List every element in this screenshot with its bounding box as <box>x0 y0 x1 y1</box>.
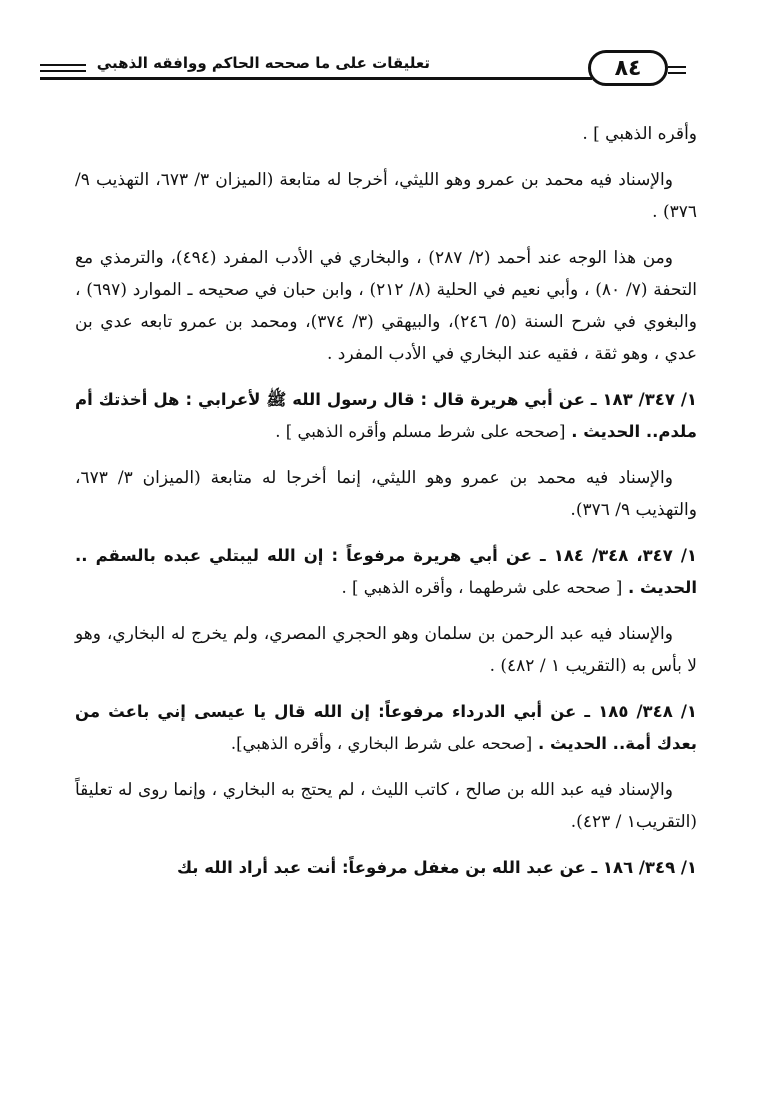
hadith-184 <box>75 540 697 604</box>
paragraph-5: والإسناد فيه محمد بن عمرو وهو الليثي، إنما أخرجا له متابعة (الميزان ٣/ ٦٧٣، والتهذيب ٩/ ٣٧٦). <box>75 468 697 520</box>
paragraph-9: والإسناد فيه عبد الله بن صالح ، كاتب الليث ، لم يحتج به البخاري ، وإنما روى له تعليقاً (التقريب١ / ٤٢٣). <box>75 780 697 832</box>
hadith-185-ruling: [صححه على شرط البخاري ، وأقره الذهبي]. <box>230 734 533 753</box>
page-number: ٨٤ <box>588 50 668 86</box>
hadith-185-text: ١/ ٣٤٨/ ١٨٥ ـ عن أبي الدرداء مرفوعاً: إن الله قال يا عيسى إني باعث من بعدك أمة.. الحديث . <box>75 702 697 753</box>
paragraph-3: ومن هذا الوجه عند أحمد (٢/ ٢٨٧) ، والبخاري في الأدب المفرد (٤٩٤)، والترمذي مع التحفة (٧/ ٨٠) ، وأبي نعيم في الحلية (٨/ ٢١٢) ، وابن حبان في صحيحه ـ الموارد (٦٩٧) ، والبغوي في شرح السنة (٥/ ٢٤٦)، والبيهقي (٣/ ٣٧٤)، ومحمد بن عمرو تابعه عدي بن عدي ، وهو ثقة ، فقيه عند البخاري في الأدب المفرد . <box>75 248 697 364</box>
hadith-184-text: ١/ ٣٤٧، ٣٤٨/ ١٨٤ ـ عن أبي هريرة مرفوعاً : إن الله ليبتلي عبده بالسقم .. الحديث . <box>75 546 697 597</box>
header-rule-right-bottom <box>668 72 686 74</box>
hadith-184-ruling: [ صححه على شرطهما ، وأقره الذهبي ] . <box>341 578 623 597</box>
hadith-183 <box>75 384 697 448</box>
hadith-186: ١/ ٣٤٩/ ١٨٦ ـ عن عبد الله بن مغفل مرفوعاً: أنت عبد أراد الله بك <box>176 858 697 877</box>
hadith-185 <box>75 696 697 760</box>
header-rule-main <box>40 77 592 80</box>
paragraph-1: وأقره الذهبي ] . <box>582 124 697 144</box>
paragraph-7: والإسناد فيه عبد الرحمن بن سلمان وهو الحجري المصري، ولم يخرج له البخاري، وهو لا بأس به (التقريب ١ / ٤٨٢) . <box>75 624 697 676</box>
paragraph-2: والإسناد فيه محمد بن عمرو وهو الليثي، أخرجا له متابعة (الميزان ٣/ ٦٧٣، التهذيب ٩/ ٣٧٦) . <box>75 170 697 222</box>
page-body <box>75 118 697 898</box>
header-rule-left-top <box>40 64 86 66</box>
page-header <box>40 42 730 92</box>
running-title: تعليقات على ما صححه الحاكم ووافقه الذهبي <box>96 54 430 72</box>
hadith-183-ruling: [صححه على شرط مسلم وأقره الذهبي ] . <box>275 422 566 441</box>
header-rule-left-bottom <box>40 70 86 72</box>
hadith-183-text: ١/ ٣٤٧/ ١٨٣ ـ عن أبي هريرة قال : قال رسول الله ﷺ لأعرابي : هل أخذتك أم ملدم.. الحديث . <box>75 390 697 441</box>
header-rule-right-top <box>668 66 686 68</box>
